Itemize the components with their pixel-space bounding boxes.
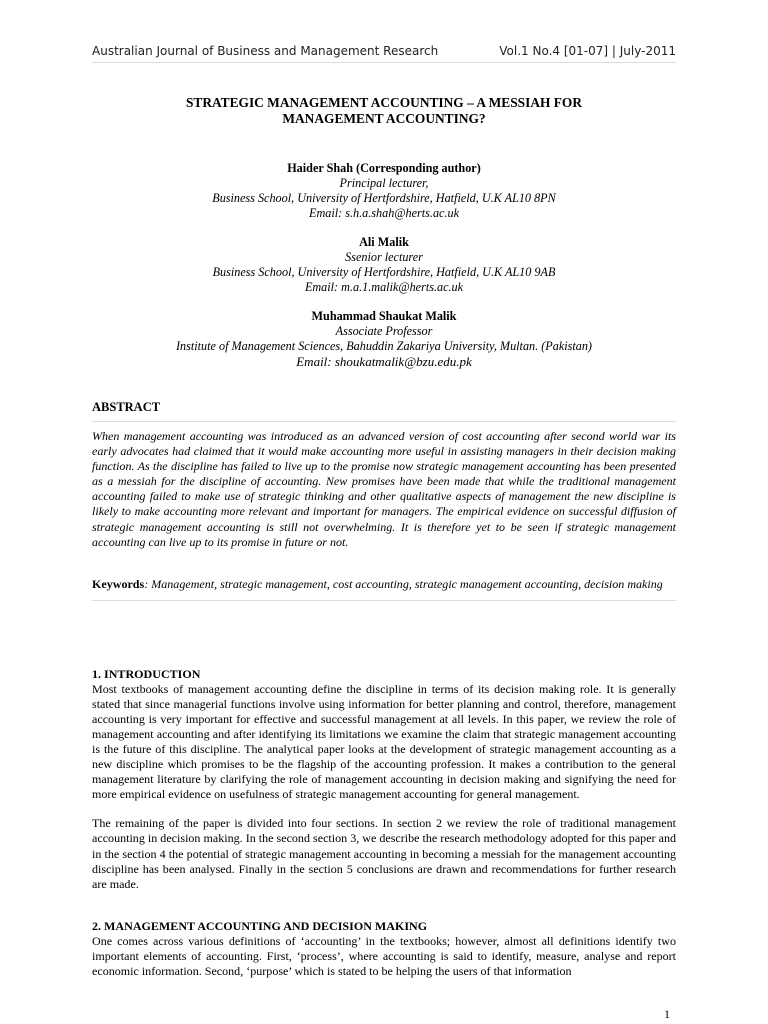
- journal-name: Australian Journal of Business and Management Research: [92, 44, 439, 58]
- author-affiliation: Business School, University of Hertfordshire, Hatfield, U.K AL10 8PN: [212, 191, 556, 205]
- abstract-text: When management accounting was introduced as an advanced version of cost accounting after second world war its early advocates had claimed that it would make accounting more useful in assisting managers in their decision making function. As the discipline has failed to live up to the promise now strategic management accounting has been presented as a messiah for the discipline of accounting. New promises have been made that while the traditional management accounting failed to make use of strategic thinking and other qualitative aspects of management the new discipline is likely to make accounting more relevant and important for managers. The empirical evidence on successful diffusion of strategic management accounting is still not overwhelming. It is therefore yet to be seen if strategic management accounting can live up to its promise in future or not.: [92, 429, 676, 549]
- author-name: Muhammad Shaukat Malik: [311, 309, 457, 323]
- title-line-2: MANAGEMENT ACCOUNTING?: [282, 111, 486, 126]
- author-name: Haider Shah (Corresponding author): [287, 161, 481, 175]
- author-email: Email: shoukatmalik@bzu.edu.pk: [296, 354, 472, 369]
- author-email: Email: s.h.a.shah@herts.ac.uk: [309, 206, 459, 220]
- running-header: [92, 44, 676, 63]
- section-heading: 2. MANAGEMENT ACCOUNTING AND DECISION MAKING: [92, 919, 428, 933]
- keywords-label: Keywords: [92, 577, 145, 591]
- paragraph: One comes across various definitions of ‘accounting’ in the textbooks; however, almost all definitions identify two important elements of accounting. First, ‘process’, where accounting is said to identify, measure, analyse and report economic information. Second, ‘purpose’ which is stated to be helping the users of that information: [92, 934, 676, 979]
- section-management-accounting: [92, 919, 676, 993]
- author-position: Associate Professor: [335, 324, 433, 338]
- author-position: Ssenior lecturer: [345, 250, 423, 264]
- paper-title: [92, 95, 676, 127]
- author-2: [92, 235, 676, 295]
- author-affiliation: Business School, University of Hertfordshire, Hatfield, U.K AL10 9AB: [212, 265, 556, 279]
- section-introduction: [92, 667, 676, 906]
- abstract-heading: ABSTRACT: [92, 400, 676, 422]
- page-number: 1: [664, 1007, 670, 1021]
- issue-info: Vol.1 No.4 [01-07] | July-2011: [499, 44, 676, 58]
- author-3: [92, 309, 676, 369]
- paragraph: The remaining of the paper is divided into four sections. In section 2 we review the role of traditional management accounting in decision making. In the second section 3, we describe the research methodology adopted for this paper and in the section 4 the potential of strategic management accounting in becoming a messiah for the management accounting discipline has been analysed. Finally in the section 5 conclusions are drawn and recommendations for further research are made.: [92, 816, 676, 891]
- section-heading: 1. INTRODUCTION: [92, 667, 201, 681]
- author-name: Ali Malik: [359, 235, 409, 249]
- paragraph: Most textbooks of management accounting define the discipline in terms of its decision making role. It is generally stated that since managerial functions involve using information for better planning and control, therefore, management accounting is very important for effective and successful management at all levels. In this paper, we review the role of management accounting and after identifying its limitations we examine the claim that strategic management accounting is the future of this discipline. The analytical paper looks at the development of strategic management accounting as a new discipline which promises to be the flagship of the accounting profession. It makes a contribution to the general management literature by clarifying the role of management accounting in decision making and signifying the need for more empirical evidence on usefulness of strategic management accounting for general management.: [92, 682, 676, 802]
- keywords-text: : Management, strategic management, cost accounting, strategic management accounting, decision making: [144, 577, 663, 591]
- keywords: [92, 577, 676, 601]
- author-block: [92, 161, 676, 383]
- author-email: Email: m.a.1.malik@herts.ac.uk: [304, 280, 464, 294]
- author-affiliation: Institute of Management Sciences, Bahuddin Zakariya University, Multan. (Pakistan): [176, 339, 592, 353]
- title-line-1: STRATEGIC MANAGEMENT ACCOUNTING – A MESSIAH FOR: [185, 95, 583, 110]
- author-1: [92, 161, 676, 221]
- author-position: Principal lecturer,: [339, 176, 429, 190]
